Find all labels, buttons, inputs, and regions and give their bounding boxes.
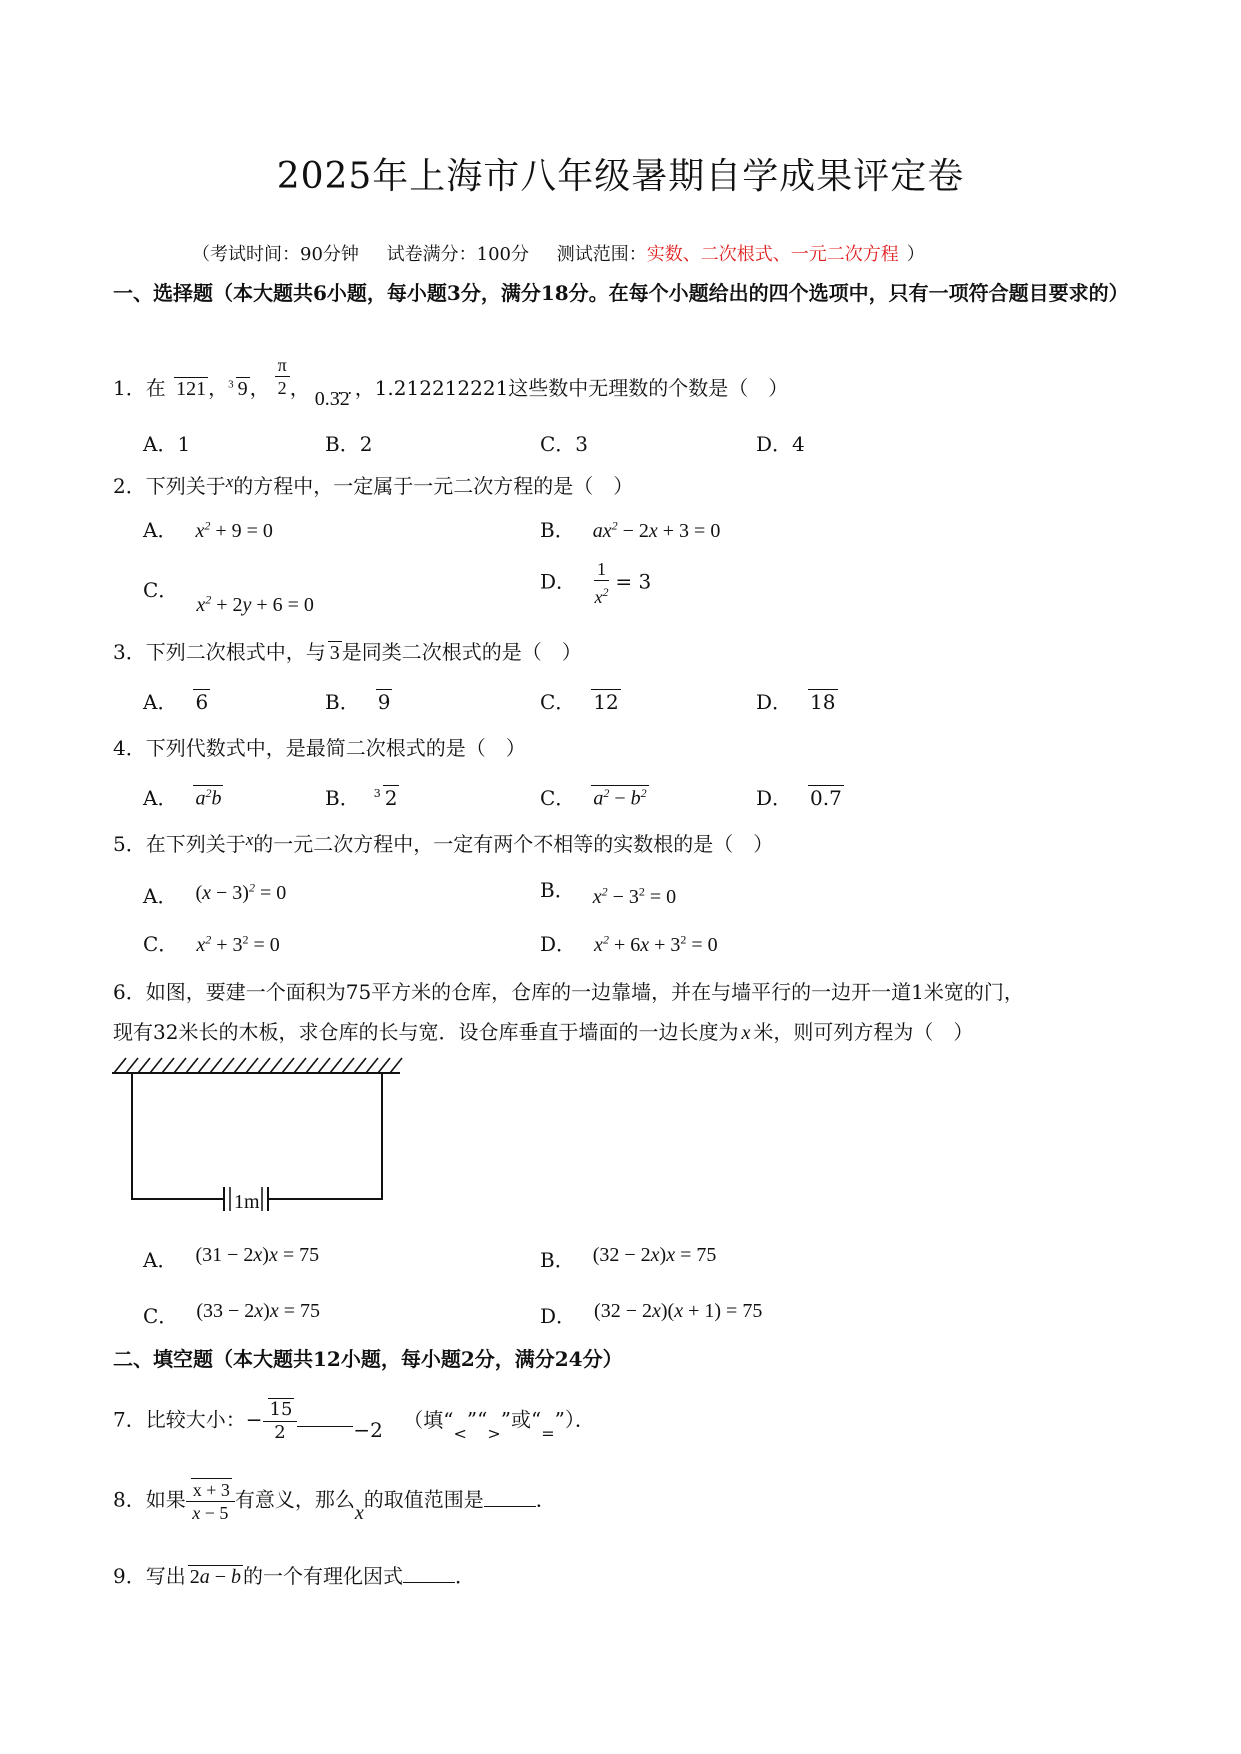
q1-tail: ，1.212212221这些数中无理数的个数是（ ） bbox=[354, 376, 789, 401]
q2-option-b: B． $ax^2 - 2x + 3 = 0$ bbox=[540, 518, 721, 542]
exam-range-close: ） bbox=[906, 244, 925, 265]
question-6-line-2: 现有32米长的木板，求仓库的长与宽．设仓库垂直于墙面的一边长度为 x 米，则可列方程为（ ） bbox=[113, 1020, 974, 1044]
q5-option-c: C． $x^2 + 3^2 = 0$ bbox=[143, 932, 280, 956]
q6-line2a: 现有32米长的木板，求仓库的长与宽．设仓库垂直于墙面的一边长度为 bbox=[113, 1020, 739, 1044]
q5-var: x bbox=[245, 830, 254, 849]
q6-option-b: B． (32 − 2x)x = 75 bbox=[540, 1244, 717, 1272]
q9-text-b: 的一个有理化因式 bbox=[243, 1564, 404, 1588]
q2-option-c: C．$x^2 + 2y + 6 = 0$ bbox=[143, 578, 314, 616]
q5-text-a: 5．在下列关于 bbox=[113, 832, 246, 856]
q7-lt: < bbox=[453, 1423, 467, 1443]
q2-var: x bbox=[225, 472, 234, 491]
q7-sep1: ”“ bbox=[466, 1407, 488, 1432]
q8-text-b: 有意义，那么 bbox=[234, 1487, 355, 1512]
q5-option-d: D． $x^2 + 6x + 3^2 = 0$ bbox=[540, 932, 718, 956]
q2-text-b: 的方程中，一定属于一元二次方程的是（ ） bbox=[233, 474, 634, 498]
exam-range-value: 实数、二次根式、一元二次方程 bbox=[646, 244, 899, 265]
q5-text-b: 的一元二次方程中，一定有两个不相等的实数根的是（ ） bbox=[253, 832, 774, 856]
section-2-heading: 二、填空题（本大题共12小题，每小题2分，满分24分） bbox=[113, 1347, 623, 1371]
exam-info bbox=[192, 240, 947, 266]
q7-blank[interactable] bbox=[297, 1408, 353, 1427]
q8-text-d: ． bbox=[535, 1487, 556, 1512]
q1-option-d: D．4 bbox=[756, 432, 805, 456]
exam-title: 2025年上海市八年级暑期自学成果评定卷 bbox=[276, 156, 965, 197]
q7-eq: = bbox=[541, 1423, 555, 1443]
q7-sep2: ”或“ bbox=[500, 1407, 542, 1432]
q1-expr-list: 121 ，$^3$ 9 ， $\frac{\pi}{2}$ ， 0.3̇2̇ bbox=[176, 355, 350, 411]
q6-line2b: 米，则可列方程为（ ） bbox=[753, 1020, 974, 1044]
exam-score: 试卷满分：100分 bbox=[386, 244, 529, 265]
question-3: 3．下列二次根式中，与 3 是同类二次根式的是（ ） bbox=[113, 640, 582, 664]
q4-option-d: D． 0.7 bbox=[756, 786, 842, 810]
section-1-heading: 一、选择题（本大题共6小题，每小题3分，满分18分。在每个小题给出的四个选项中，只有一项符合题目要求的） bbox=[113, 281, 1129, 305]
exam-range-label: 测试范围： bbox=[556, 244, 647, 265]
question-9: 9．写出 2a − b 的一个有理化因式 ． bbox=[113, 1564, 476, 1588]
q7-text-c: ”）． bbox=[554, 1407, 595, 1432]
door-label: 1m bbox=[234, 1191, 260, 1213]
question-8: 8．如果 $\frac{x + 3}{x - 5}$ 有意义，那么x的取值范围是 ． bbox=[113, 1480, 556, 1524]
q9-blank[interactable] bbox=[403, 1564, 455, 1583]
q3-option-b: B． 9 bbox=[325, 690, 391, 714]
warehouse-diagram bbox=[110, 1055, 410, 1215]
q2-option-d: D． $\frac{1}{x^2}$ = 3 bbox=[540, 559, 652, 607]
q1-option-b: B．2 bbox=[325, 432, 373, 456]
q1-option-c: C．3 bbox=[540, 432, 589, 456]
q7-gt: > bbox=[487, 1423, 501, 1443]
q7-text-b: （填“ bbox=[403, 1407, 454, 1432]
q9-text-c: ． bbox=[455, 1564, 476, 1588]
q6-option-d: D． (32 − 2x)(x + 1) = 75 bbox=[540, 1300, 763, 1328]
question-6-line-1: 6．如图，要建一个面积为75平方米的仓库，仓库的一边靠墙，并在与墙平行的一边开一道1米宽的门， bbox=[113, 980, 1024, 1004]
question-4: 4．下列代数式中，是最简二次根式的是（ ） bbox=[113, 736, 526, 760]
q4-option-a: A． $a^2b$ bbox=[143, 786, 222, 810]
q3-option-a: A． 6 bbox=[143, 690, 209, 714]
q7-text-a: 7．比较大小： bbox=[113, 1407, 246, 1432]
q3-option-d: D． 18 bbox=[756, 690, 836, 714]
q1-prefix: 1．在 bbox=[113, 376, 166, 401]
q3-option-c: C． 12 bbox=[540, 690, 619, 714]
q4-option-b: B． $^3$ 2 bbox=[325, 786, 398, 810]
exam-time: （考试时间：90分钟 bbox=[192, 244, 359, 265]
q5-option-b: B． $x^2 - 3^2 = 0$ bbox=[540, 878, 677, 908]
q4-option-c: C． $a^2 - b^2$ bbox=[540, 786, 647, 810]
q1-option-a: A．1 bbox=[143, 432, 191, 456]
q3-text-a: 3．下列二次根式中，与 bbox=[113, 640, 326, 664]
q8-text-c: 的取值范围是 bbox=[363, 1487, 484, 1512]
question-2 bbox=[113, 470, 633, 499]
question-1 bbox=[113, 355, 789, 413]
q5-option-a: A． $(x - 3)^2 = 0$ bbox=[143, 880, 287, 908]
q8-text-a: 8．如果 bbox=[113, 1487, 186, 1512]
q3-text-b: 是同类二次根式的是（ ） bbox=[341, 640, 582, 664]
question-5 bbox=[113, 828, 773, 857]
q6-option-a: A． (31 − 2x)x = 75 bbox=[143, 1244, 320, 1272]
q2-text-a: 2．下列关于 bbox=[113, 474, 226, 498]
q2-option-a: A． $x^2 + 9 = 0$ bbox=[143, 518, 273, 542]
question-7: 7．比较大小：− $\frac{15}{2}$ −2 （填“$_<”“_>$”或“$_=$”）． bbox=[113, 1399, 595, 1443]
q8-blank[interactable] bbox=[484, 1488, 536, 1507]
q6-option-c: C． (33 − 2x)x = 75 bbox=[143, 1300, 320, 1328]
q9-text-a: 9．写出 bbox=[113, 1564, 186, 1588]
